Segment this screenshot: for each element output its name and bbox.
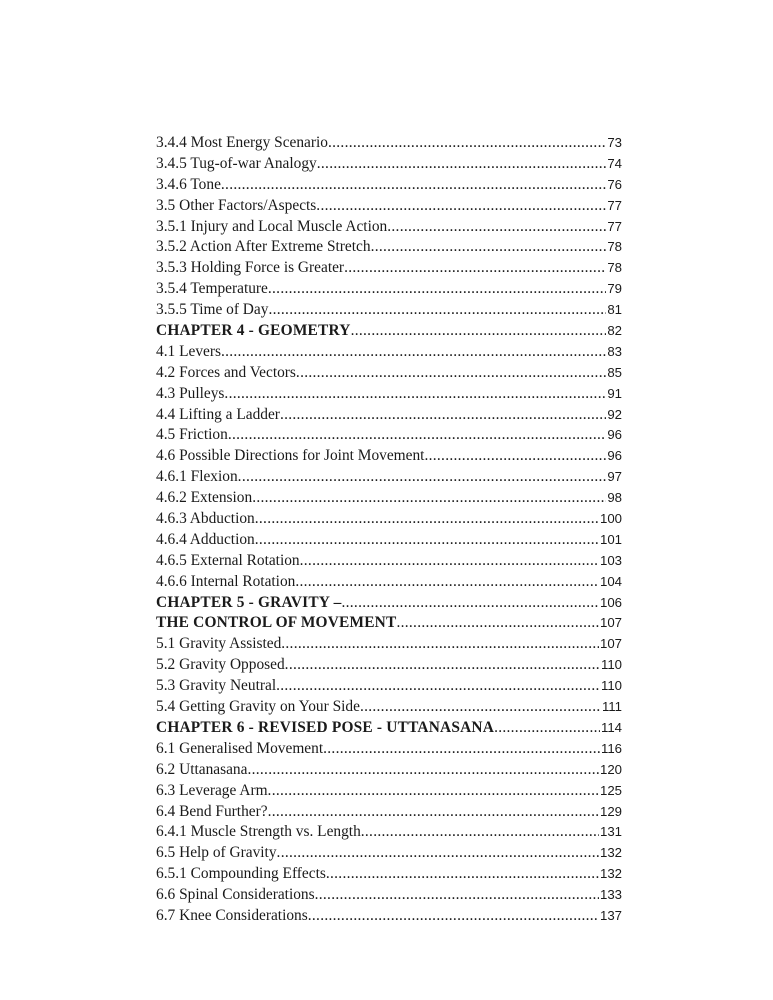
toc-entry — [156, 488, 622, 509]
toc-entry-page-number: 81 — [607, 302, 622, 318]
toc-entry-title: 3.5.4 Temperature — [156, 280, 268, 298]
toc-entry — [156, 425, 622, 446]
toc-entry — [156, 175, 622, 196]
toc-entry — [156, 906, 622, 927]
toc-entry-page-number: 106 — [599, 594, 622, 610]
dot-leader — [224, 384, 606, 405]
toc-entry-title: 4.3 Pulleys — [156, 384, 225, 402]
toc-entry-title: 6.1 Generalised Movement — [156, 739, 324, 757]
dot-leader — [315, 885, 599, 906]
table-of-contents — [156, 133, 622, 927]
dot-leader — [281, 634, 599, 655]
toc-entry-page-number: 74 — [607, 155, 622, 171]
toc-entry-page-number: 78 — [607, 239, 622, 255]
toc-entry-page-number: 85 — [607, 364, 622, 380]
dot-leader — [494, 718, 600, 739]
toc-entry-page-number: 132 — [599, 866, 622, 882]
toc-chapter-heading — [156, 718, 622, 739]
toc-entry-title: 6.4 Bend Further? — [156, 802, 268, 820]
toc-entry-title: 3.5.2 Action After Extreme Stretch — [156, 238, 371, 256]
toc-entry-page-number: 110 — [600, 678, 622, 694]
dot-leader — [238, 467, 607, 488]
toc-entry — [156, 237, 622, 258]
toc-entry — [156, 363, 622, 384]
toc-entry-title: 4.6.3 Abduction — [156, 510, 255, 528]
toc-entry — [156, 509, 622, 530]
toc-entry-page-number: 133 — [599, 887, 622, 903]
dot-leader — [268, 802, 599, 823]
dot-leader — [295, 572, 599, 593]
dot-leader — [228, 425, 607, 446]
toc-entry — [156, 530, 622, 551]
toc-entry — [156, 300, 622, 321]
toc-entry-title: 4.4 Lifting a Ladder — [156, 405, 280, 423]
toc-entry-title: 5.1 Gravity Assisted — [156, 635, 282, 653]
toc-entry — [156, 739, 622, 760]
toc-entry — [156, 864, 622, 885]
dot-leader — [255, 509, 599, 530]
toc-entry-title: 6.5 Help of Gravity — [156, 844, 277, 862]
toc-entry — [156, 405, 622, 426]
toc-entry — [156, 446, 622, 467]
toc-chapter-heading — [156, 321, 622, 342]
dot-leader — [285, 655, 600, 676]
toc-entry-page-number: 114 — [600, 719, 622, 735]
toc-entry-title: CHAPTER 5 - GRAVITY – — [156, 593, 342, 611]
toc-entry-title: 4.6 Possible Directions for Joint Movement — [156, 447, 425, 465]
toc-entry-title: 6.2 Uttanasana — [156, 760, 248, 778]
toc-entry-title: 4.1 Levers — [156, 342, 221, 360]
dot-leader — [300, 551, 599, 572]
toc-entry — [156, 634, 622, 655]
toc-entry — [156, 133, 622, 154]
toc-entry — [156, 843, 622, 864]
toc-entry-page-number: 79 — [607, 281, 622, 297]
toc-entry — [156, 822, 622, 843]
toc-entry — [156, 551, 622, 572]
dot-leader — [221, 175, 606, 196]
toc-chapter-heading — [156, 593, 622, 614]
dot-leader — [316, 196, 606, 217]
toc-entry — [156, 885, 622, 906]
dot-leader — [277, 843, 599, 864]
toc-entry-title: 6.7 Knee Considerations — [156, 906, 308, 924]
toc-entry-page-number: 76 — [607, 176, 622, 192]
toc-entry-page-number: 103 — [599, 552, 622, 568]
dot-leader — [328, 133, 606, 154]
dot-leader — [308, 906, 599, 927]
toc-entry-title: 4.6.5 External Rotation — [156, 551, 300, 569]
toc-entry — [156, 217, 622, 238]
toc-entry-page-number: 129 — [599, 803, 622, 819]
toc-entry-title: 3.4.6 Tone — [156, 175, 221, 193]
dot-leader — [252, 488, 606, 509]
toc-entry — [156, 467, 622, 488]
toc-entry-page-number: 97 — [607, 469, 622, 485]
toc-entry-page-number: 98 — [607, 490, 622, 506]
dot-leader — [341, 593, 599, 614]
toc-entry-title: 4.6.1 Flexion — [156, 468, 238, 486]
toc-entry-title: 3.5 Other Factors/Aspects — [156, 196, 317, 214]
toc-entry-page-number: 82 — [607, 323, 622, 339]
toc-entry-page-number: 96 — [607, 427, 622, 443]
dot-leader — [268, 300, 606, 321]
toc-entry-title: THE CONTROL OF MOVEMENT — [156, 614, 397, 632]
toc-entry — [156, 697, 622, 718]
dot-leader — [344, 258, 606, 279]
toc-entry — [156, 676, 622, 697]
toc-entry-title: 6.5.1 Compounding Effects — [156, 865, 326, 883]
toc-entry-page-number: 131 — [599, 824, 622, 840]
toc-entry-title: 3.5.1 Injury and Local Muscle Action — [156, 217, 388, 235]
toc-entry-page-number: 78 — [607, 260, 622, 276]
toc-entry-page-number: 107 — [599, 636, 622, 652]
toc-entry — [156, 384, 622, 405]
dot-leader — [387, 217, 606, 238]
dot-leader — [296, 363, 606, 384]
toc-entry — [156, 342, 622, 363]
dot-leader — [371, 237, 607, 258]
toc-entry-page-number: 120 — [599, 761, 622, 777]
toc-chapter-heading — [156, 613, 622, 634]
toc-entry — [156, 781, 622, 802]
dot-leader — [268, 279, 606, 300]
toc-entry — [156, 154, 622, 175]
toc-entry-page-number: 77 — [607, 197, 622, 213]
toc-entry-page-number: 125 — [599, 782, 622, 798]
toc-entry-page-number: 101 — [599, 531, 622, 547]
toc-entry-title: 4.2 Forces and Vectors — [156, 363, 296, 381]
dot-leader — [360, 697, 601, 718]
toc-entry — [156, 196, 622, 217]
toc-entry-page-number: 110 — [600, 657, 622, 673]
toc-entry-page-number: 100 — [599, 511, 622, 527]
toc-entry-page-number: 73 — [607, 135, 622, 150]
toc-entry-page-number: 91 — [607, 385, 622, 401]
toc-entry-page-number: 83 — [607, 343, 622, 359]
toc-entry-page-number: 132 — [599, 845, 622, 861]
dot-leader — [424, 446, 606, 467]
toc-entry-title: 5.4 Getting Gravity on Your Side — [156, 698, 360, 716]
dot-leader — [276, 676, 600, 697]
toc-entry-title: 4.6.2 Extension — [156, 489, 253, 507]
dot-leader — [323, 739, 600, 760]
toc-entry-title: CHAPTER 4 - GEOMETRY — [156, 322, 351, 340]
toc-entry-page-number: 107 — [599, 615, 622, 631]
toc-entry — [156, 258, 622, 279]
dot-leader — [396, 613, 599, 634]
toc-entry-title: 4.6.6 Internal Rotation — [156, 572, 296, 590]
toc-entry-title: 4.6.4 Adduction — [156, 530, 255, 548]
dot-leader — [351, 321, 607, 342]
toc-entry-page-number: 104 — [599, 573, 622, 589]
toc-entry — [156, 655, 622, 676]
dot-leader — [361, 822, 599, 843]
toc-entry-title: CHAPTER 6 - REVISED POSE - UTTANASANA — [156, 718, 495, 736]
toc-entry-title: 3.4.5 Tug-of-war Analogy — [156, 154, 317, 172]
toc-entry-page-number: 92 — [607, 406, 622, 422]
toc-entry — [156, 572, 622, 593]
dot-leader — [247, 760, 599, 781]
toc-entry-title: 4.5 Friction — [156, 426, 228, 444]
toc-entry-title: 6.3 Leverage Arm — [156, 781, 268, 799]
toc-entry-title: 6.6 Spinal Considerations — [156, 886, 315, 904]
dot-leader — [280, 405, 606, 426]
toc-entry-title: 3.4.4 Most Energy Scenario — [156, 134, 328, 151]
toc-entry — [156, 279, 622, 300]
dot-leader — [268, 781, 599, 802]
toc-entry-title: 5.3 Gravity Neutral — [156, 677, 277, 695]
dot-leader — [326, 864, 599, 885]
toc-entry-title: 6.4.1 Muscle Strength vs. Length — [156, 823, 361, 841]
toc-entry-title: 5.2 Gravity Opposed — [156, 656, 285, 674]
toc-entry-title: 3.5.3 Holding Force is Greater — [156, 259, 345, 277]
dot-leader — [255, 530, 599, 551]
dot-leader — [221, 342, 606, 363]
toc-entry-page-number: 111 — [601, 699, 622, 715]
toc-entry-page-number: 77 — [607, 218, 622, 234]
dot-leader — [317, 154, 607, 175]
toc-entry-page-number: 116 — [600, 740, 622, 756]
toc-entry-page-number: 96 — [607, 448, 622, 464]
toc-entry-page-number: 137 — [599, 907, 622, 923]
toc-entry — [156, 802, 622, 823]
toc-entry — [156, 760, 622, 781]
toc-entry-title: 3.5.5 Time of Day — [156, 301, 269, 319]
